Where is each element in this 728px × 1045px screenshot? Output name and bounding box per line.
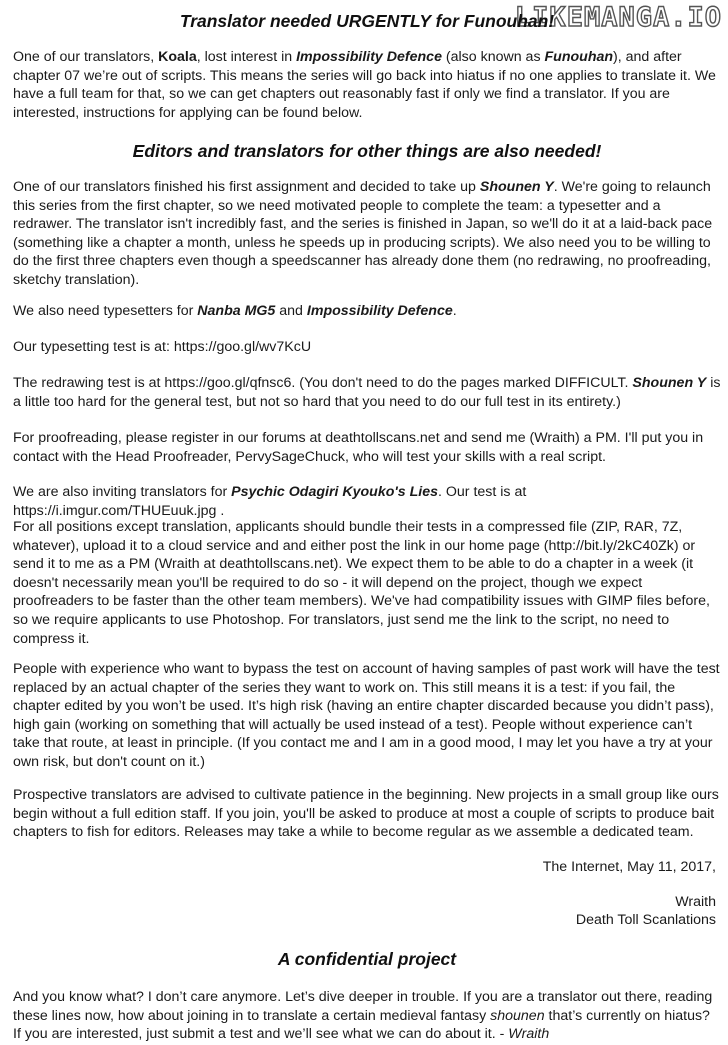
text-run: One of our translators finished his first assignment and decided to take up xyxy=(13,179,480,195)
paragraph-shounen-y xyxy=(13,178,721,290)
date-line: The Internet, May 11, 2017, xyxy=(542,859,716,875)
signature-name: Wraith xyxy=(675,894,716,910)
text-run: We also need typesetters for xyxy=(13,303,198,319)
heading-confidential-project: A confidential project xyxy=(277,949,457,969)
text-run: , lost interest in xyxy=(196,49,297,65)
text-koala: Koala xyxy=(158,49,197,65)
heading-editors-needed: Editors and translators for other things are also needed! xyxy=(132,141,602,161)
text-title-shounen-y: Shounen Y xyxy=(632,375,707,391)
text-run: and xyxy=(275,303,307,319)
text-wraith-signoff: Wraith xyxy=(508,1026,550,1043)
paragraph-typesetters xyxy=(13,302,721,321)
paragraph-funouhan xyxy=(13,48,721,122)
paragraph-experience: People with experience who want to bypass the test on account of having samples of past work will have the test replaced by an actual chapter of the series they want to work on. This still means it is a test: if you fail, the chapter edited by you won’t be used. It’s high risk (having an entire chapter discarded because you didn’t pass), high gain (working on something that will actually be used instead of a test). People without experience can’t take that route, at least in principle. (If you contact me and I am in a good mood, I may let you have a try at your own risk, but don't count on it.) xyxy=(13,661,720,770)
text-run: And you know what? I don’t care anymore. Let’s dive deeper in trouble. If you are a translator out there, reading these lines now, how about joining in to translate a certain medieval fantasy xyxy=(13,989,713,1024)
paragraph-proofreading: For proofreading, please register in our forums at deathtollscans.net and send me (Wraith) a PM. I'll put you in contact with the Head Proofreader, PervySageChuck, who will test your skills with a real script. xyxy=(13,430,704,465)
text-shounen: shounen xyxy=(490,1007,545,1024)
text-run: that’s currently on hiatus? If you are interested, just submit a test and we’ll see what we can do about it. - xyxy=(13,1007,710,1043)
text-title-odagiri: Psychic Odagiri Kyouko's Lies xyxy=(231,484,438,500)
paragraph-patience: Prospective translators are advised to cultivate patience in the beginning. New projects in a small group like ours begin without a full edition staff. If you join, you'll be asked to produce at most a couple of scripts to produce bait chapters to fish for editors. Releases may take a while to become regular as we assemble a dedicated team. xyxy=(13,787,719,841)
paragraph-redrawing-test xyxy=(13,374,721,411)
text-run: One of our translators, xyxy=(13,49,159,65)
paragraph-typesetting-test: Our typesetting test is at: https://goo.gl/wv7KcU xyxy=(13,339,312,355)
text-run: . We're going to relaunch this series from the first chapter, so we need motivated people to complete the team: a typesetter and a redrawer. The translator isn't incredibly fast, and the series is finished in Japan, so we'll do it at a laid-back pace (something like a chapter a month, unless he speeds up in producing scripts). We also need you to be willing to do the first three chapters even though a speedscanner has already done them (no redrawing, no proofreading, sketchy translation). xyxy=(13,179,713,288)
paragraph-confidential xyxy=(13,988,721,1044)
watermark-logo: LIKEMANGA.IO xyxy=(514,2,722,33)
text-run: . Our test is at https://i.imgur.com/THUEuuk.jpg . xyxy=(13,484,527,519)
text-title-impossibility-defence: Impossibility Defence xyxy=(296,49,442,65)
signature-group: Death Toll Scanlations xyxy=(575,912,716,928)
text-title-shounen-y: Shounen Y xyxy=(479,179,554,195)
text-run: (also known as xyxy=(441,49,545,65)
heading-translator-needed: Translator needed URGENTLY for Funouhan! xyxy=(179,11,555,31)
paragraph-application-instructions: For all positions except translation, applicants should bundle their tests in a compressed file (ZIP, RAR, 7Z, whatever), upload it to a cloud service and and either post the link in our home page (http://bit.ly/2kC40Zk) or send it to me as a PM (Wraith at deathtollscans.net). We expect them to be able to do a chapter in a week (it doesn't necessarily mean you'll be required to do so - it will depend on the project, though we expect proofreaders to be faster than the other team members). We've had compatibility issues with GIMP files before, so we require applicants to use Photoshop. For translators, just send me the link to the script, no need to compress it. xyxy=(13,519,710,647)
text-run: We are also inviting translators for xyxy=(13,484,232,500)
text-title-funouhan: Funouhan xyxy=(544,49,614,65)
text-run: is a little too hard for the general test, but not so hard that you need to do our full test in its entirety.) xyxy=(13,375,721,410)
text-title-nanba-mg5: Nanba MG5 xyxy=(197,303,276,319)
text-run: ), and after chapter 07 we’re out of scripts. This means the series will go back into hiatus if no one applies to translate it. We have a full team for that, so we can get chapters out reasonably fast if only we find a translator. If you are interested, instructions for applying can be found below. xyxy=(13,49,716,121)
text-title-impossibility-defence: Impossibility Defence xyxy=(306,303,453,319)
text-run: The redrawing test is at https://goo.gl/qfnsc6. (You don't need to do the pages marked DIFFICULT. xyxy=(13,375,633,391)
text-run: . xyxy=(452,303,457,319)
paragraph-odagiri xyxy=(13,483,721,520)
